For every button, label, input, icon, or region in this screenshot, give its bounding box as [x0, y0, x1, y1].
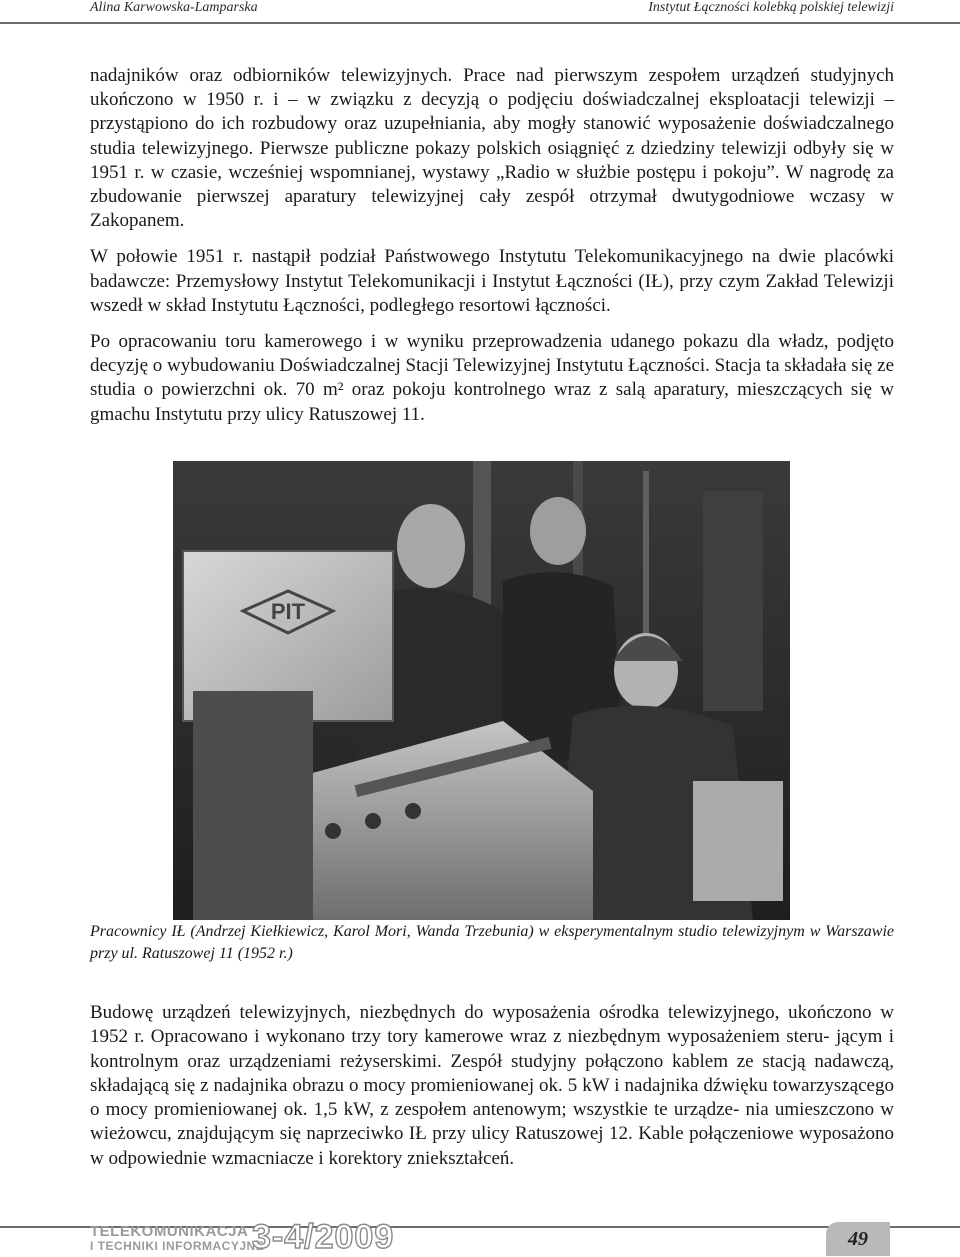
article-body-bottom [90, 1001, 894, 1171]
text-line: Po opracowaniu toru kamerowego i w wyniku przeprowadzenia udanego pokazu dla władz, podjęto [90, 331, 894, 353]
paragraph-2 [90, 245, 894, 318]
journal-name [90, 1224, 264, 1253]
text-line: połączeniowe wyposażono w odpowiednie wzmacniacze i korektory zniekształceń. [90, 1123, 894, 1169]
text-line: W połowie 1951 r. nastąpił podział Państwowego Instytutu Telekomunikacyjnego na dwie placówki [90, 246, 894, 268]
paragraph-3 [90, 330, 894, 427]
text-line: W nagrodę za zbudowanie pierwszej aparatury telewizyjnej cały zespół otrzymał dwutygodniowe [90, 161, 894, 208]
text-line: nadawczą, składającą się z nadajnika obrazu o mocy promieniowanej ok. 5 kW i nadajnika dźwięku [90, 1050, 895, 1096]
text-line: ukończono w 1950 r. i – w związku z decyzją o podjęciu doświadczalnej eksploatacji telewizji – [90, 89, 894, 111]
journal-name-line-1: TELEKOMUNIKACJA [90, 1223, 249, 1240]
article-body-top [90, 64, 894, 439]
running-head-author: Alina Karwowska-Lamparska [90, 0, 258, 15]
text-line: decyzję o wybudowaniu Doświadczalnej Stacji Telewizyjnej Instytutu Łączności. Stacja ta składała się [90, 355, 873, 377]
photo-illustration [173, 461, 790, 920]
paragraph-4 [90, 1001, 894, 1171]
svg-text:PIT: PIT [270, 599, 306, 624]
text-line: badawcze: Przemysłowy Instytut Telekomunikacji i Instytut Łączności (IŁ), przy czym Zakład Telewizji [90, 270, 894, 292]
running-head-article-title: Instytut Łączności kolebką polskiej telewizji [648, 0, 894, 15]
text-line: jącym i kontrolnym oraz urządzeniami reżyserskimi. Zespół studyjny połączono kablem ze stacją [90, 1026, 895, 1072]
historical-photo [173, 461, 790, 920]
text-line: ze studia o powierzchni ok. 70 m² oraz pokoju kontrolnego wraz z salą aparatury, mieszczących się [90, 355, 895, 401]
page-number: 49 [848, 1228, 868, 1250]
text-line: Budowę urządzeń telewizyjnych, niezbędnych do wyposażenia ośrodka telewizyjnego, ukończono [90, 1002, 872, 1023]
text-line: towarzyszącego o mocy promieniowanej ok. 1,5 kW, z zespołem antenowym; wszystkie te urządze- [90, 1074, 894, 1121]
text-line: przystąpiono do ich rozbudowy oraz uzupełniania, aby mogły stanowić wyposażenie doświadczalnego [90, 113, 894, 135]
text-line: nia umieszczono w wieżowcu, znajdującym się naprzeciwko IŁ przy ulicy Ratuszowej 12. Kable [90, 1099, 894, 1145]
man-left-head [397, 504, 465, 588]
issue-number: 3-4/2009 [252, 1218, 395, 1256]
paragraph-1 [90, 64, 894, 233]
text-line: nadajników oraz odbiorników telewizyjnych. Prace nad pierwszym zespołem urządzeń studyjnych [90, 65, 894, 86]
header-rule [0, 22, 960, 24]
text-line: w 1952 r. Opracowano i wykonano trzy tory kamerowe wraz z niezbędnym wyposażeniem steru- [90, 1002, 895, 1048]
text-line: w gmachu Instytutu przy ulicy Ratuszowej 11. [90, 379, 895, 425]
text-line: wszedł w skład Instytutu Łączności, podległego resortowi łączności. [90, 294, 611, 316]
man-right-head [530, 497, 586, 565]
text-line: studia telewizyjnego. Pierwsze publiczne pokazy polskich osiągnięć z dziedziny telewizji odbyły [90, 137, 847, 159]
text-line: się w 1951 r. w czasie, wcześniej wspomnianej, wystawy „Radio w służbie postępu i pokoju”. [90, 137, 894, 183]
journal-name-line-2: I TECHNIKI INFORMACYJNE [90, 1239, 265, 1253]
photo-caption [90, 921, 894, 965]
page-number-box [826, 1222, 890, 1256]
text-line: wczasy w Zakopanem. [90, 186, 895, 232]
caption-line: w Warszawie przy ul. Ratuszowej 11 (1952 r.) [90, 923, 895, 962]
caption-line: Pracownicy IŁ (Andrzej Kiełkiewicz, Karol Mori, Wanda Trzebunia) w eksperymentalnym studio telewizyjnym [90, 923, 805, 940]
